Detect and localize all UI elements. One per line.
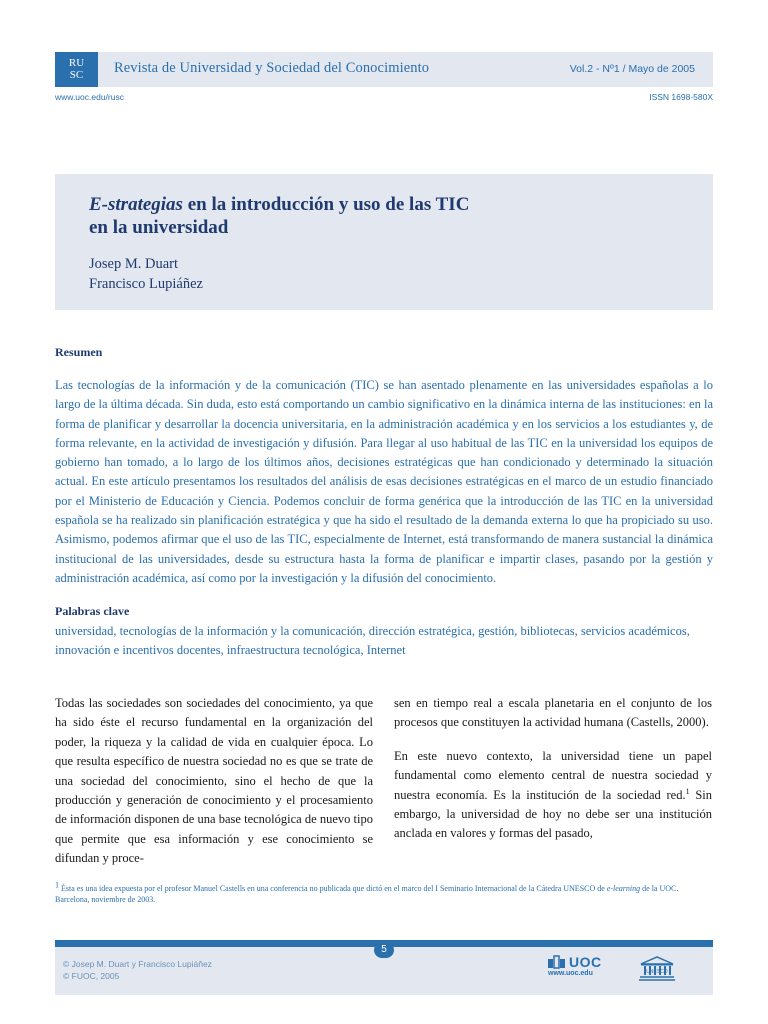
paragraph-text: Sin embargo, la universidad de hoy no debe ser una institución anclada en valores y formas del pasado, — [394, 787, 712, 841]
keywords-heading: Palabras clave — [55, 604, 130, 618]
author-1: Josep M. Duart — [89, 256, 179, 272]
footnote-text: Ésta es una idea expuesta por el profesor Manuel Castells en una conferencia no publicada que dictó en el marco del I Seminario Internacional de la Cátedra UNESCO de — [59, 884, 607, 893]
abstract-heading: Resumen — [55, 345, 103, 359]
article-title-line1: en la introducción y uso de las TIC — [182, 194, 470, 215]
journal-volume: Vol.2 - Nº1 / Mayo de 2005 — [569, 63, 695, 75]
uoc-logo[interactable] — [548, 954, 608, 984]
copyright-authors: © Josep M. Duart y Francisco Lupiáñez — [63, 959, 212, 969]
body-paragraph — [394, 747, 712, 844]
unesco-text: UNESCO — [646, 969, 668, 975]
journal-title: Revista de Universidad y Sociedad del Conocimiento — [114, 60, 430, 76]
abstract-text: Las tecnologías de la información y de la comunicación (TIC) se han asentado plenamente en las universidades españolas a lo largo de la última década. Sin duda, esto está comportando un cambio significativo en la dinámica interna de las instituciones: en la forma de planificar y desarrollar la docencia universitaria, en la administración académica y en los servicios a los estudiantes y, de forma relevante, en la actividad de investigación y difusión. Para llegar al uso habitual de las TIC en la universidad los equipos de gobierno han tomado, a lo largo de los últimos años, decisiones estratégicas que han condicionado y determinado la situación actual. En este artículo presentamos los resultados del análisis de esas decisiones estratégicas en el marco de un estudio financiado por el Ministerio de Educación y Ciencia. Podemos concluir de forma genérica que la introducción de las TIC en la universidad española se ha realizado sin planificación estratégica y que ha sido el resultado de la demanda externa lo que ha propiciado su uso. Asimismo, podemos afirmar que el uso de las TIC, especialmente de Internet, está transformando de manera sustancial la dinámica institucional de las universidades, desde su estructura hasta la forma de planificar e impartir clases, pasando por la gestión y administración académica, así como por la investigación y la difusión del conocimiento. — [55, 378, 713, 585]
unesco-logo — [637, 955, 677, 983]
page-number: 5 — [374, 942, 394, 958]
body-paragraph: sen en tiempo real a escala planetaria en el conjunto de los procesos que constituyen la actividad humana (Castells, 2000). — [394, 696, 712, 730]
logo-line-1: RU — [68, 57, 85, 69]
footnote-italic: e-learning — [606, 884, 641, 893]
footnote — [55, 880, 713, 905]
article-title-italic: E-strategias — [89, 194, 183, 215]
paragraph-text: En este nuevo contexto, la universidad tiene un papel fundamental como elemento central de nuestra sociedad y nuestra economía. Es la institución de la sociedad red. — [394, 748, 712, 802]
body-column-left — [55, 694, 373, 883]
rusc-logo — [55, 52, 98, 87]
logo-line-2: SC — [69, 69, 84, 81]
uoc-site: www.uoc.edu — [548, 970, 593, 977]
uoc-icon — [548, 955, 566, 969]
author-2: Francisco Lupiáñez — [89, 276, 203, 292]
footnote-text: de la UOC. Barcelona, noviembre de 2003. — [55, 884, 679, 904]
article-title-line2: en la universidad — [89, 217, 229, 238]
keywords-text: universidad, tecnologías de la información y la comunicación, dirección estratégica, gestión, bibliotecas, servicios académicos, innovación e incentivos docentes, infraestructura tecnológica, Internet — [55, 624, 690, 657]
journal-url[interactable]: www.uoc.edu/rusc — [55, 92, 124, 102]
footnote-ref[interactable]: 1 — [685, 786, 690, 796]
body-paragraph: Todas las sociedades son sociedades del conocimiento, ya que ha sido éste el recurso fundamental en la organización del poder, la riqueza y la calidad de vida en cualquier época. Lo que resulta específico de nuestra sociedad no es que se trate de una sociedad del conocimiento, sino el hecho de que la producción y generación de conocimiento y el procesamiento de información disponen de una base tecnológica de nuevo tipo que permite que esa información y ese conocimiento se difundan y proce- — [55, 696, 373, 866]
uoc-brand: UOC — [569, 954, 602, 970]
footnote-number: 1 — [55, 880, 59, 890]
copyright-fuoc: © FUOC, 2005 — [63, 971, 120, 981]
body-column-right — [394, 694, 712, 858]
article-title — [89, 193, 609, 239]
issn: ISSN 1698-580X — [649, 92, 713, 102]
